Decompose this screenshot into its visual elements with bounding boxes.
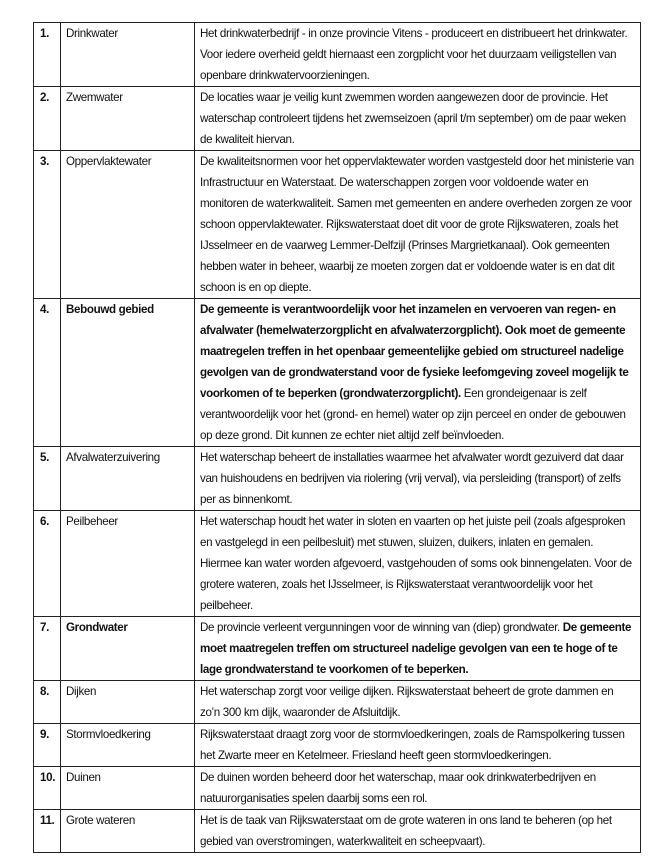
- row-topic: Drinkwater: [61, 23, 195, 87]
- row-number: 9.: [34, 724, 61, 767]
- row-number: 5.: [34, 447, 61, 511]
- row-description: Het waterschap houdt het water in sloten en vaarten op het juiste peil (zoals afgesproken en vastgelegd in een peilbesluit) met stuwen, sluizen, duikers, inlaten en gemalen. Hiermee kan water worden afgevoerd, vastgehouden of soms ook binnengelaten. Voor de grotere wateren, zoals het IJsselmeer, is Rijkswaterstaat verantwoordelijk voor het peilbeheer.: [195, 511, 641, 617]
- row-description: Rijkswaterstaat draagt zorg voor de stormvloedkeringen, zoals de Ramspolkering tussen het Zwarte meer en Ketelmeer. Friesland heeft geen stormvloedkeringen.: [195, 724, 641, 767]
- row-description: [195, 617, 641, 681]
- row-description: Het waterschap beheert de installaties waarmee het afvalwater wordt gezuiverd dat daar van huishoudens en bedrijven via riolering (vrij verval), via persleiding (transport) of zelfs per as binnenkomt.: [195, 447, 641, 511]
- row-topic: Stormvloedkering: [61, 724, 195, 767]
- row-number: 6.: [34, 511, 61, 617]
- table-row: [34, 767, 641, 810]
- row-description: [195, 299, 641, 447]
- row-number: 7.: [34, 617, 61, 681]
- row-topic: Grote wateren: [61, 810, 195, 853]
- table-row: [34, 87, 641, 151]
- row-number: 1.: [34, 23, 61, 87]
- table-row: [34, 681, 641, 724]
- row-topic: Bebouwd gebied: [61, 299, 195, 447]
- row-number: 4.: [34, 299, 61, 447]
- row-description: Het waterschap zorgt voor veilige dijken. Rijkswaterstaat beheert de grote dammen en zo’n 300 km dijk, waaronder de Afsluitdijk.: [195, 681, 641, 724]
- row-topic: Duinen: [61, 767, 195, 810]
- row-description: De duinen worden beheerd door het waterschap, maar ook drinkwaterbedrijven en natuurorganisaties spelen daarbij soms een rol.: [195, 767, 641, 810]
- row-description: Het drinkwaterbedrijf - in onze provincie Vitens - produceert en distribueert het drinkwater. Voor iedere overheid geldt hiernaast een zorgplicht voor het duurzaam veiligstellen van openbare drinkwatervoorzieningen.: [195, 23, 641, 87]
- row-description: Het is de taak van Rijkswaterstaat om de grote wateren in ons land te beheren (op het gebied van overstromingen, waterkwaliteit en scheepvaart).: [195, 810, 641, 853]
- row-description-rest: Een grondeigenaar is zelf verantwoordelijk voor het (grond- en hemel) water op zijn perceel en onder de gebouwen op deze grond. Dit kunnen ze echter niet altijd zelf beïnvloeden.: [200, 387, 626, 442]
- row-topic: Oppervlaktewater: [61, 151, 195, 299]
- row-description-plain: De provincie verleent vergunningen voor de winning van (diep) grondwater.: [200, 621, 563, 634]
- row-description: De kwaliteitsnormen voor het oppervlaktewater worden vastgesteld door het ministerie van Infrastructuur en Waterstaat. De waterschappen zorgen voor voldoende water en monitoren de waterkwaliteit. Samen met gemeenten en andere overheden zorgen ze voor schoon oppervlaktewater. Rijkswaterstaat doet dit voor de grote Rijkswateren, zoals het IJsselmeer en de vaarweg Lemmer-Delfzijl (Prinses Margrietkanaal). Ook gemeenten hebben water in beheer, waarbij ze moeten zorgen dat er voldoende water is en dat dit schoon is en op diepte.: [195, 151, 641, 299]
- row-description: De locaties waar je veilig kunt zwemmen worden aangewezen door de provincie. Het waterschap controleert tijdens het zwemseizoen (april t/m september) om de paar weken de kwaliteit hiervan.: [195, 87, 641, 151]
- table-row: [34, 447, 641, 511]
- row-number: 8.: [34, 681, 61, 724]
- table-row: [34, 299, 641, 447]
- row-number: 10.: [34, 767, 61, 810]
- table-row: [34, 617, 641, 681]
- table-row: [34, 151, 641, 299]
- table-row: [34, 724, 641, 767]
- row-number: 2.: [34, 87, 61, 151]
- water-responsibilities-table: [33, 22, 641, 853]
- row-description-bold: De gemeente moet maatregelen treffen om structureel nadelige gevolgen van een te hoge of te lage grondwaterstand te voorkomen of te beperken.: [200, 621, 632, 676]
- row-description-bold: De gemeente is verantwoordelijk voor het inzamelen en vervoeren van regen- en afvalwater (hemelwaterzorgplicht en afvalwaterzorgplicht). Ook moet de gemeente maatregelen treffen in het openbaar gemeentelijke gebied om structureel nadelige gevolgen van de grondwaterstand voor de fysieke leefomgeving zoveel mogelijk te voorkomen of te beperken (grondwaterzorgplicht).: [200, 303, 629, 400]
- row-number: 3.: [34, 151, 61, 299]
- row-topic: Zwemwater: [61, 87, 195, 151]
- row-number: 11.: [34, 810, 61, 853]
- table-row: [34, 810, 641, 853]
- row-topic: Peilbeheer: [61, 511, 195, 617]
- table-row: [34, 511, 641, 617]
- row-topic: Grondwater: [61, 617, 195, 681]
- table-row: [34, 23, 641, 87]
- row-topic: Afvalwaterzuivering: [61, 447, 195, 511]
- row-topic: Dijken: [61, 681, 195, 724]
